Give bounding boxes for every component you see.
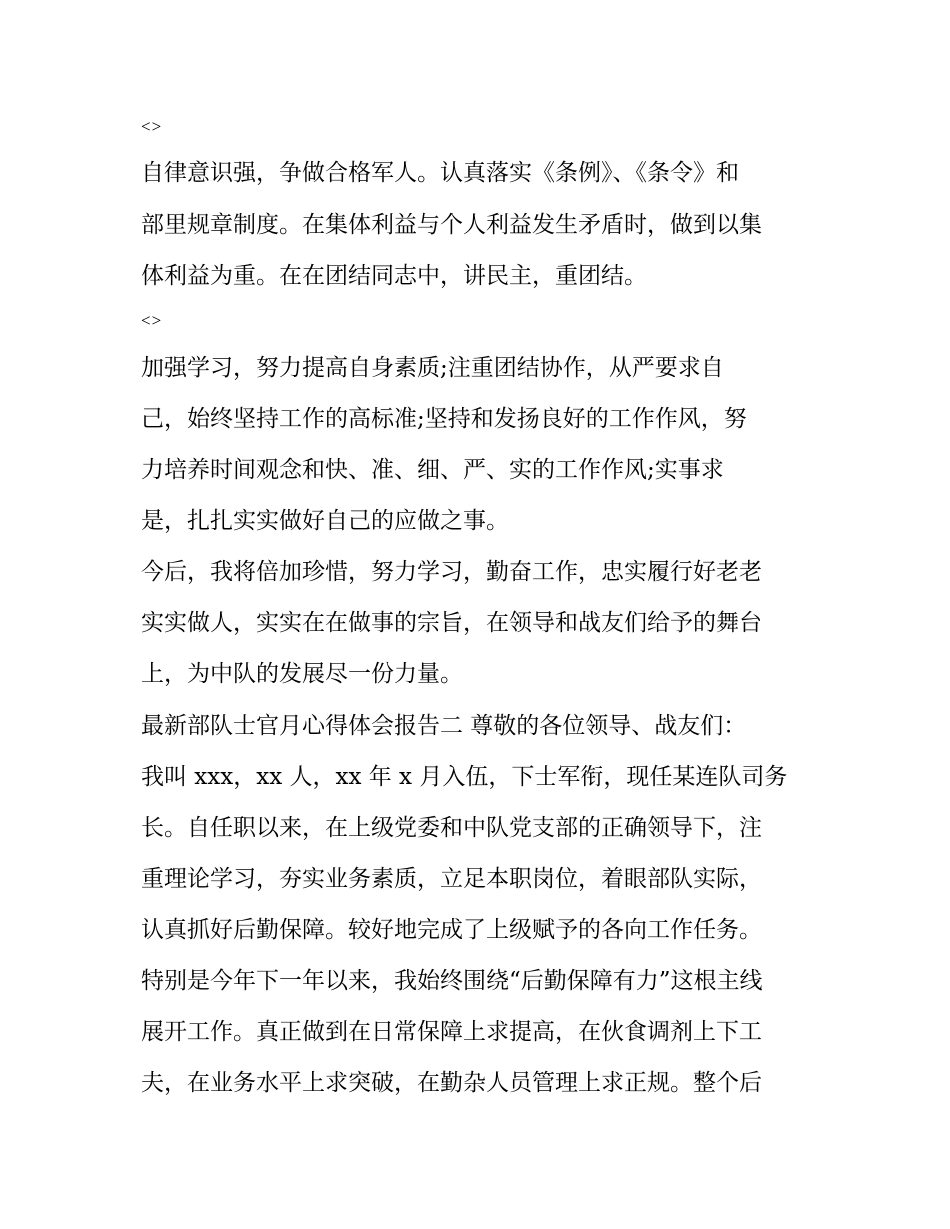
text-line: 重理论学习，夯实业务素质，立足本职岗位，着眼部队实际，: [141, 866, 762, 892]
text-line: 加强学习，努力提高自身素质;注重团结协作，从严要求自: [141, 355, 724, 381]
text-line: 自律意识强，争做合格军人。认真落实《条例》、《条令》和: [141, 160, 739, 186]
section-marker: <>: [141, 117, 163, 136]
text-line: 特别是今年下一年以来，我始终围绕“后勤保障有力”这根主线: [141, 968, 763, 994]
text-line: 部里规章制度。在集体利益与个人利益发生矛盾时，做到以集: [141, 212, 762, 238]
text-line: 是，扎扎实实做好自己的应做之事。: [141, 508, 509, 534]
section-marker: <>: [141, 311, 163, 330]
text-line: 上，为中队的发展尽一份力量。: [141, 661, 463, 687]
text-line: 今后，我将倍加珍惜，努力学习，勤奋工作，忠实履行好老老: [141, 559, 762, 585]
text-line: 己，始终坚持工作的高标准;坚持和发扬良好的工作作风，努: [141, 406, 747, 432]
text-line: 力培养时间观念和快、准、细、严、实的工作作风;实事求: [141, 457, 724, 483]
text-line: 实实做人，实实在在做事的宗旨，在领导和战友们给予的舞台: [141, 610, 762, 636]
text-line: 夫，在业务水平上求突破，在勤杂人员管理上求正规。整个后: [141, 1070, 762, 1096]
text-line: 认真抓好后勤保障。较好地完成了上级赋予的各向工作任务。: [141, 917, 762, 943]
text-line: 最新部队士官月心得体会报告二 尊敬的各位领导、战友们：: [141, 713, 747, 739]
text-line: 长。自任职以来，在上级党委和中队党支部的正确领导下，注: [141, 815, 762, 841]
text-line: 展开工作。真正做到在日常保障上求提高，在伙食调剂上下工: [141, 1019, 762, 1045]
text-line: 体利益为重。在在团结同志中，讲民主，重团结。: [141, 263, 647, 289]
text-line: 我叫 xxx，xx 人，xx 年 x 月入伍，下士军衔，现任某连队司务: [141, 764, 788, 790]
